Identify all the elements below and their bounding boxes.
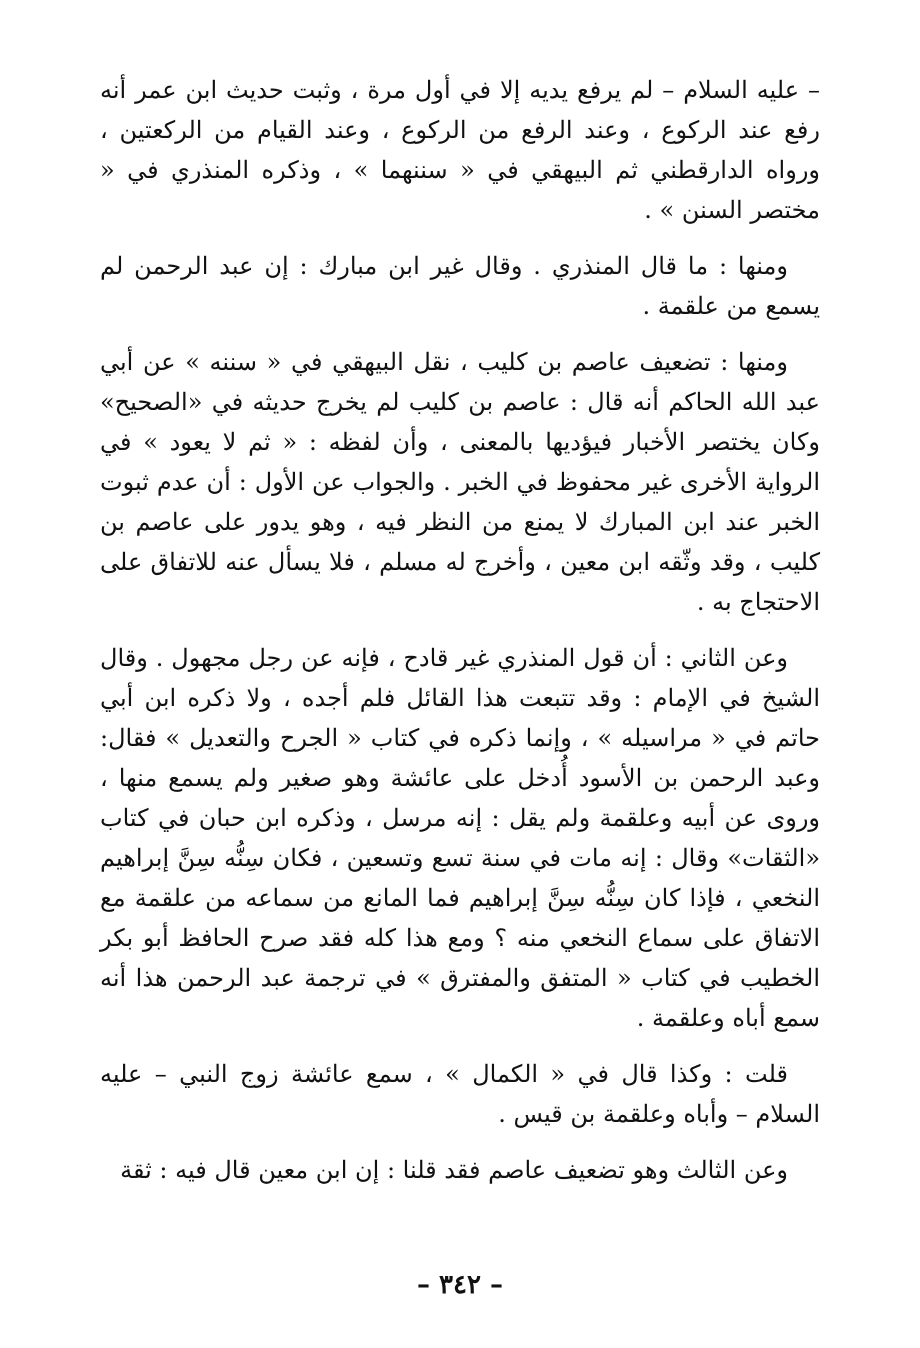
- page-number: – ٣٤٢ –: [416, 1270, 504, 1300]
- paragraph-6: وعن الثالث وهو تضعيف عاصم فقد قلنا : إن ابن معين قال فيه : ثقة: [120, 1156, 788, 1184]
- page-body: [100, 70, 820, 1206]
- paragraph-3: ومنها : تضعيف عاصم بن كليب ، نقل البيهقي في « سننه » عن أبي عبد الله الحاكم أنه قال : عاصم بن كليب لم يخرج حديثه في «الصحيح» وكان يختصر الأخبار فيؤديها بالمعنى ، وأن لفظه : « ثم لا يعود » في الرواية الأخرى غير محفوظ في الخبر . والجواب عن الأول : أن عدم ثبوت الخبر عند ابن المبارك لا يمنع من النظر فيه ، وهو يدور على عاصم بن كليب ، وقد وثّقه ابن معين ، وأخرج له مسلم ، فلا يسأل عنه للاتفاق على الاحتجاج به .: [100, 348, 820, 616]
- paragraph-4: وعن الثاني : أن قول المنذري غير قادح ، فإنه عن رجل مجهول . وقال الشيخ في الإمام : وقد تتبعت هذا القائل فلم أجده ، ولا ذكره ابن أبي حاتم في « مراسيله » ، وإنما ذكره في كتاب « الجرح والتعديل » فقال: وعبد الرحمن بن الأسود أُدخل على عائشة وهو صغير ولم يسمع منها ، وروى عن أبيه وعلقمة ولم يقل : إنه مرسل ، وذكره ابن حبان في كتاب «الثقات» وقال : إنه مات في سنة تسع وتسعين ، فكان سِنُّه سِنَّ إبراهيم النخعي ، فإذا كان سِنُّه سِنَّ إبراهيم فما المانع من سماعه من علقمة مع الاتفاق على سماع النخعي منه ؟ ومع هذا كله فقد صرح الحافظ أبو بكر الخطيب في كتاب « المتفق والمفترق » في ترجمة عبد الرحمن هذا أنه سمع أباه وعلقمة .: [100, 644, 820, 1032]
- paragraph-5: قلت : وكذا قال في « الكمال » ، سمع عائشة زوج النبي – عليه السلام – وأباه وعلقمة بن قيس .: [100, 1060, 820, 1128]
- paragraph-2: ومنها : ما قال المنذري . وقال غير ابن مبارك : إن عبد الرحمن لم يسمع من علقمة .: [100, 252, 820, 320]
- paragraph-1: – عليه السلام – لم يرفع يديه إلا في أول مرة ، وثبت حديث ابن عمر أنه رفع عند الركوع ، وعند الرفع من الركوع ، وعند القيام من الركعتين ، ورواه الدارقطني ثم البيهقي في « سننهما » ، وذكره المنذري في « مختصر السنن » .: [100, 76, 820, 224]
